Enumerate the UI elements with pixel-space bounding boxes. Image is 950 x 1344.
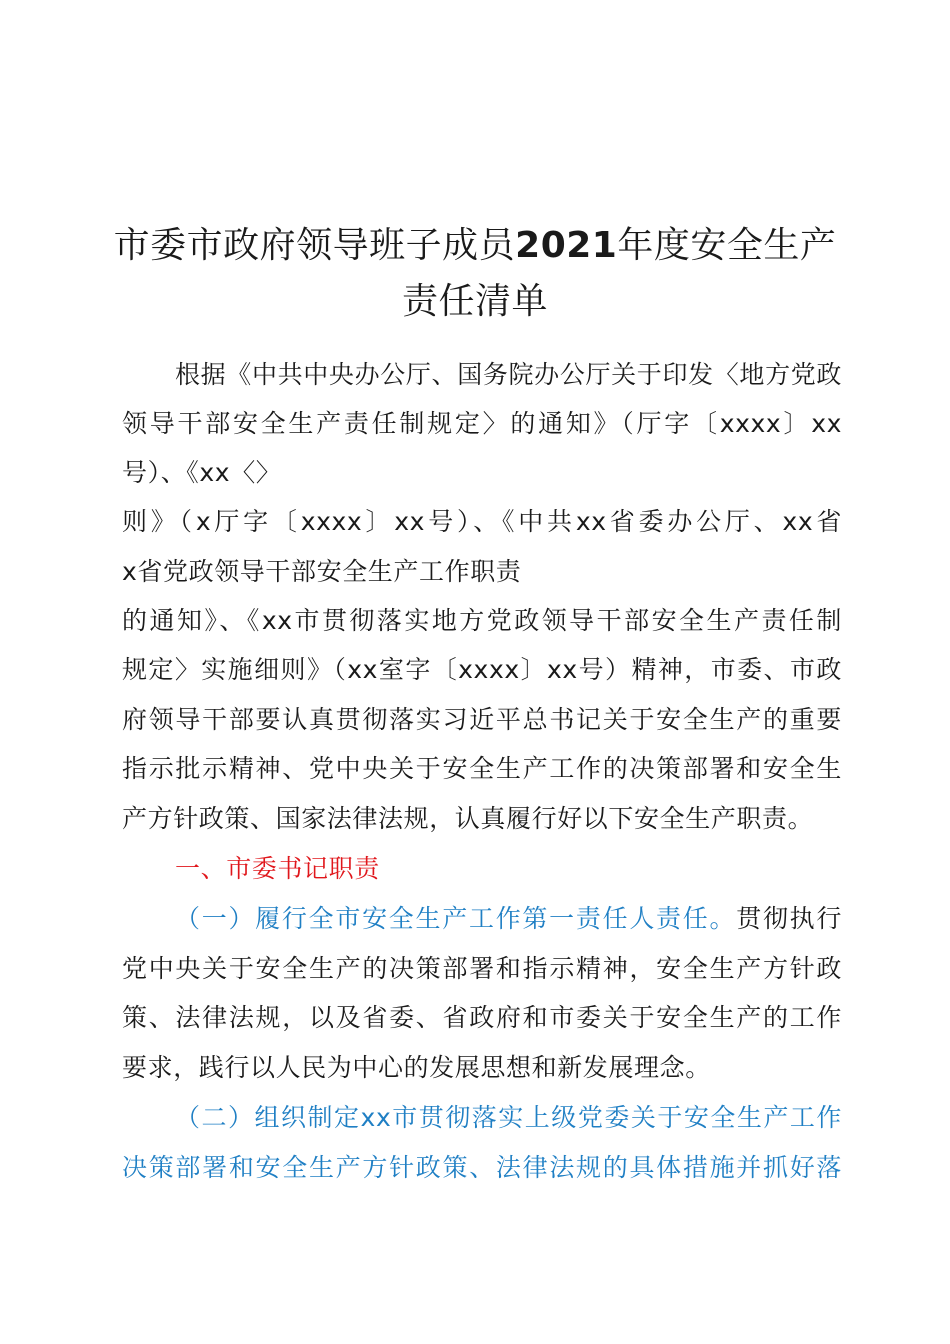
title-year: 2021	[515, 225, 618, 266]
title-part2: 年度安全生产	[617, 225, 837, 266]
intro-line-1: 根据《中共中央办公厅、国务院办公厅关于印发〈地方党政	[175, 360, 842, 389]
item2-line-1: （二）组织制定xx市贯彻落实上级党委关于安全生产工作	[175, 1103, 842, 1132]
intro-line-5	[122, 557, 842, 587]
intro-line-5-text: x省党政领导干部安全生产工作职责	[122, 557, 522, 586]
document-title-line1	[0, 226, 950, 266]
intro-line-8: 府领导干部要认真贯彻落实习近平总书记关于安全生产的重要	[122, 705, 842, 734]
intro-line-9: 指示批示精神、党中央关于安全生产工作的决策部署和安全生	[122, 754, 842, 783]
intro-line-10: 产方针政策、国家法律法规，认真履行好以下安全生产职责。	[122, 804, 814, 833]
item1-line-3: 策、法律法规，以及省委、省政府和市委关于安全生产的工作	[122, 1003, 842, 1032]
item1-heading: （一）履行全市安全生产工作第一责任人责任。	[175, 904, 737, 933]
item1-first-line	[175, 904, 842, 934]
intro-line-7: 规定〉实施细则》（xx室字〔xxxx〕xx号）精神，市委、市政	[122, 655, 842, 684]
item2-line-2: 决策部署和安全生产方针政策、法律法规的具体措施并抓好落	[122, 1153, 842, 1182]
item1-text-first: 贯彻执行	[736, 904, 842, 933]
item1-line-4: 要求，践行以人民为中心的发展思想和新发展理念。	[122, 1053, 711, 1082]
title-part1: 市委市政府领导班子成员	[113, 225, 516, 266]
intro-line-2: 领导干部安全生产责任制规定〉的通知》（厅字〔xxxx〕xx	[122, 409, 842, 438]
intro-line-6: 的通知》、《xx市贯彻落实地方党政领导干部安全生产责任制	[122, 606, 842, 635]
intro-line-4: 则》（x厅字〔xxxx〕xx号）、《中共xx省委办公厅、xx省	[122, 507, 842, 536]
section-heading-secretary: 一、市委书记职责	[175, 854, 380, 883]
intro-line-3: 号）、《xx〈〉	[122, 458, 282, 487]
document-title-line2: 责任清单	[401, 281, 548, 322]
item1-line-2: 党中央关于安全生产的决策部署和指示精神，安全生产方针政	[122, 954, 842, 983]
